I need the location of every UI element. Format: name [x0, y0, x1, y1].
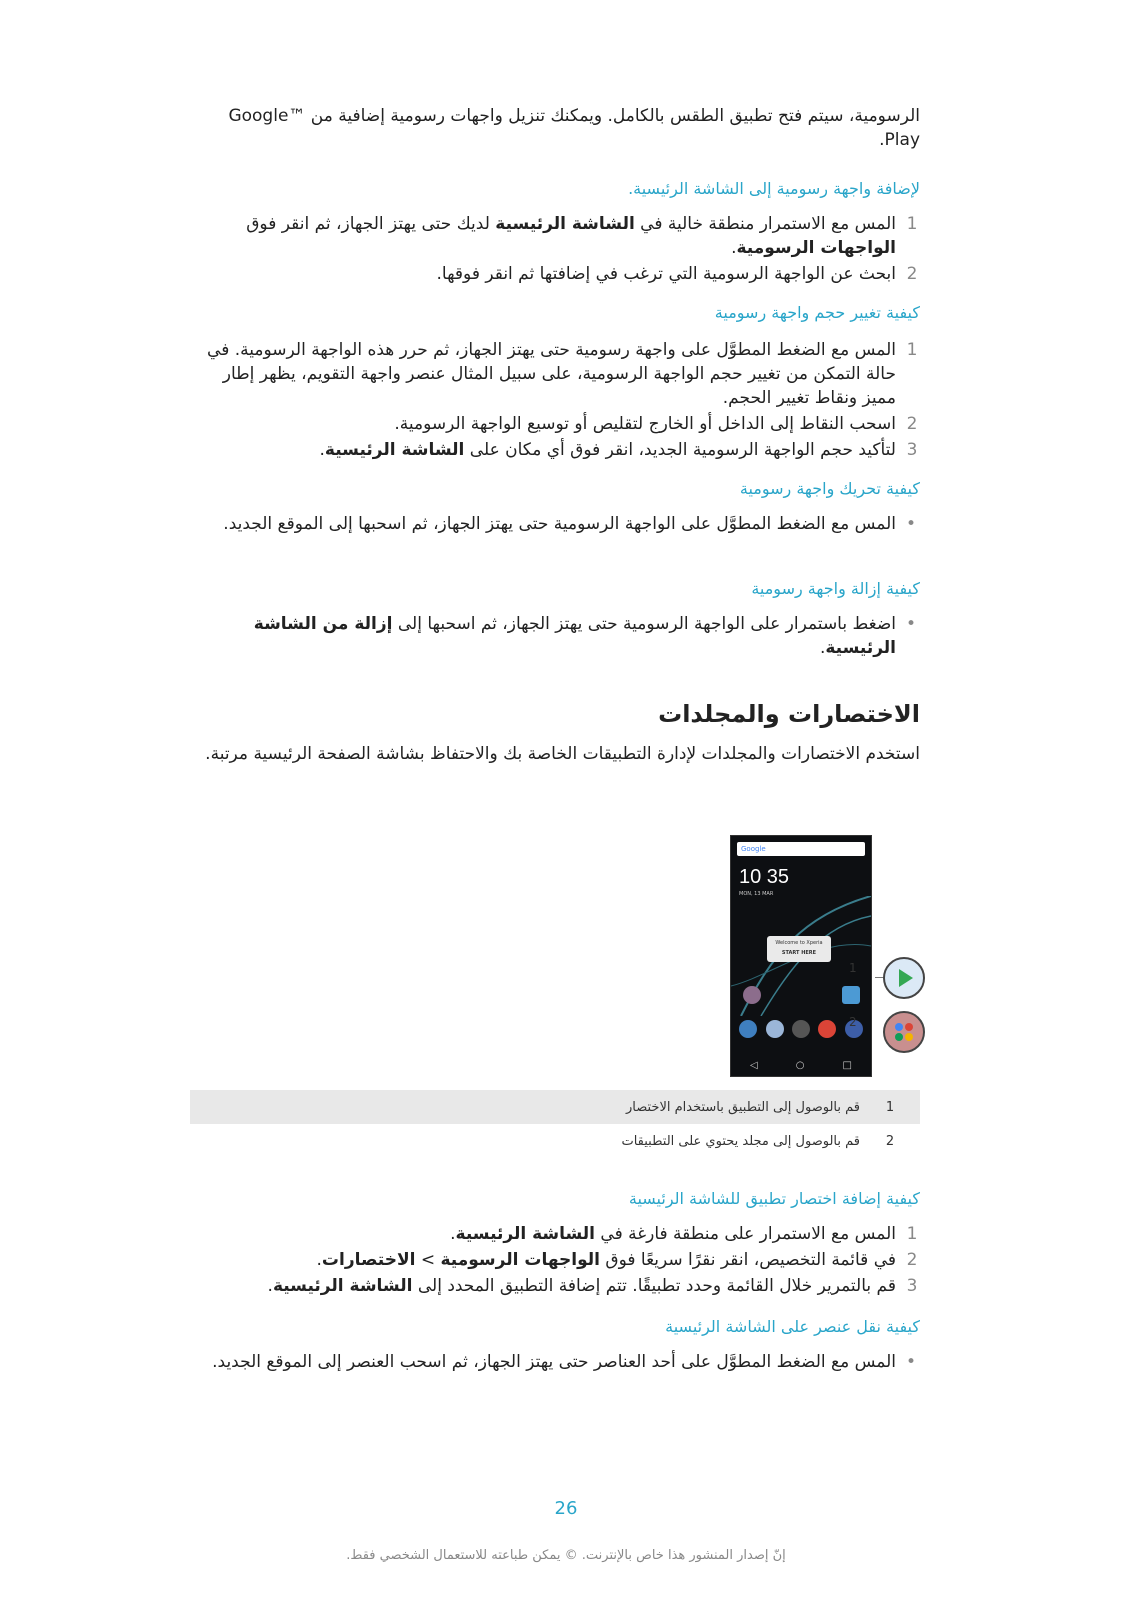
spacer [776, 986, 794, 1004]
back-icon[interactable]: ◁ [750, 1059, 758, 1071]
step-number: 3 [906, 440, 918, 460]
legend-row [190, 1124, 920, 1158]
footer-note: إنّ إصدار المنشور هذا خاص بالإنترنت. © يمكن طباعته للاستعمال الشخصي فقط. [346, 1548, 786, 1563]
steps-add-shortcut [190, 1222, 920, 1300]
welcome-line2: START HERE [781, 950, 817, 956]
heading-move-item: كيفية نقل عنصر على الشاشة الرئيسية [665, 1317, 920, 1336]
legend-number: 1 [885, 1099, 895, 1115]
bullet-text: . [819, 638, 826, 658]
step-text: . [319, 440, 325, 460]
legend-row [190, 1090, 920, 1124]
step-item [190, 438, 920, 462]
legend-text: قم بالوصول إلى التطبيق باستخدام الاختصار [625, 1099, 860, 1115]
step-number: 2 [906, 414, 918, 434]
step-number: 1 [906, 214, 918, 234]
heading-remove-widget: كيفية إزالة واجهة رسومية [751, 579, 920, 598]
nav-bar [731, 1054, 871, 1076]
ui-term-remove-from-home: إزالة من الشاشة الرئيسية [253, 614, 896, 658]
play-store-icon [885, 959, 923, 997]
step-item [190, 412, 920, 436]
step-number: 3 [906, 1276, 918, 1296]
bullet-item [190, 612, 920, 660]
step-text: لديك حتى يهتز الجهاز، ثم انقر فوق [246, 214, 496, 234]
recents-icon[interactable]: □ [842, 1059, 852, 1071]
step-text: > [415, 1250, 441, 1270]
step-item [190, 212, 920, 260]
intro-paragraph [190, 104, 920, 152]
google-search-bar: Google [737, 842, 865, 856]
step-number: 2 [906, 1250, 918, 1270]
ui-term-home-screen: الشاشة الرئيسية [455, 1224, 596, 1244]
shortcuts-body [190, 742, 920, 766]
bullets-move-item [190, 1350, 920, 1376]
section-title-shortcuts: الاختصارات والمجلدات [658, 700, 920, 728]
step-text: المس مع الاستمرار منطقة خالية في [634, 214, 896, 234]
ui-term-home-screen: الشاشة الرئيسية [272, 1276, 413, 1296]
callout-number-1: 1 [849, 961, 857, 975]
home-icon[interactable]: ○ [795, 1059, 805, 1071]
bullet-text: اضغط باستمرار على الواجهة الرسومية حتى يهتز الجهاز، ثم اسحبها إلى [392, 614, 896, 634]
apps-icon[interactable] [792, 1020, 810, 1038]
callout-play-store [883, 957, 925, 999]
bullet-dot: • [905, 1352, 916, 1372]
intro-line1: الرسومية، سيتم فتح تطبيق الطقس بالكامل. ويمكنك تنزيل واجهات رسومية إضافية من ™Google [228, 106, 920, 126]
bullet-dot: • [905, 614, 916, 634]
ui-term-widgets: الواجهات الرسومية [440, 1250, 600, 1270]
step-text: اسحب النقاط إلى الداخل أو الخارج لتقليص أو توسيع الواجهة الرسومية. [394, 414, 896, 434]
step-number: 1 [906, 340, 918, 360]
step-text: ابحث عن الواجهة الرسومية التي ترغب في إضافتها ثم انقر فوقها. [436, 264, 896, 284]
callout-number-2: 2 [849, 1015, 857, 1029]
bullets-move-widget [190, 512, 920, 538]
folder-icon[interactable] [743, 986, 761, 1004]
bullet-text: المس مع الضغط المطوَّل على أحد العناصر حتى يهتز الجهاز، ثم اسحب العنصر إلى الموقع الجديد. [212, 1352, 896, 1372]
bullet-item [190, 512, 920, 536]
heading-move-widget: كيفية تحريك واجهة رسومية [739, 479, 920, 498]
date-widget: MON, 13 MAR [739, 891, 774, 897]
shortcuts-body-text: استخدم الاختصارات والمجلدات لإدارة التطبيقات الخاصة بك والاحتفاظ بشاشة الصفحة الرئيسية مرتبة. [205, 744, 920, 764]
steps-resize-widget [190, 338, 920, 464]
step-text: . [267, 1276, 273, 1296]
dock-icons-row [735, 1020, 867, 1038]
figure-legend [190, 1090, 920, 1158]
chrome-icon[interactable] [818, 1020, 836, 1038]
google-folder-icon [885, 1013, 923, 1051]
step-text: لتأكيد حجم الواجهة الرسومية الجديد، انقر فوق أي مكان على [464, 440, 896, 460]
heading-add-widget: لإضافة واجهة رسومية إلى الشاشة الرئيسية. [628, 179, 920, 198]
ui-term-home-screen: الشاشة الرئيسية [495, 214, 635, 234]
step-item [190, 1248, 920, 1272]
steps-add-widget [190, 212, 920, 288]
heading-add-shortcut: كيفية إضافة اختصار تطبيق للشاشة الرئيسية [628, 1189, 920, 1208]
clock-widget: 10 35 [739, 866, 790, 888]
legend-text: قم بالوصول إلى مجلد يحتوي على التطبيقات [621, 1133, 860, 1149]
welcome-line1: Welcome to Xperia [775, 940, 823, 946]
step-text: . [731, 238, 737, 258]
messaging-icon[interactable] [766, 1020, 784, 1038]
bullet-dot: • [905, 514, 916, 534]
step-item [190, 1274, 920, 1298]
intro-line2: Play. [879, 130, 920, 150]
home-icons-row-1 [735, 986, 867, 1004]
page-number: 26 [554, 1498, 578, 1519]
phone-illustration [725, 835, 925, 1080]
callout-google-folder [883, 1011, 925, 1053]
step-text: المس مع الضغط المطوَّل على واجهة رسومية حتى يهتز الجهاز، ثم حرر هذه الواجهة الرسومية. في حالة التمكن من تغيير حجم الواجهة الرسومية، على سبيل المثال عنصر واجهة التقويم، يظهر إطار مميز ونقاط تغيير الحجم. [207, 340, 896, 408]
step-number: 2 [906, 264, 918, 284]
phone-screen [730, 835, 872, 1077]
phone-app-icon[interactable] [739, 1020, 757, 1038]
welcome-bubble [767, 936, 831, 962]
step-text: في قائمة التخصيص، انقر نقرًا سريعًا فوق [600, 1250, 896, 1270]
step-text: المس مع الاستمرار على منطقة فارغة في [595, 1224, 896, 1244]
bullet-text: المس مع الضغط المطوَّل على الواجهة الرسومية حتى يهتز الجهاز، ثم اسحبها إلى الموقع الجديد. [223, 514, 896, 534]
step-text: . [316, 1250, 322, 1270]
ui-term-shortcuts: الاختصارات [321, 1250, 416, 1270]
play-store-icon[interactable] [842, 986, 860, 1004]
bullet-item [190, 1350, 920, 1374]
ui-term-widgets: الواجهات الرسومية [736, 238, 896, 258]
heading-resize-widget: كيفية تغيير حجم واجهة رسومية [714, 303, 920, 322]
step-text: . [450, 1224, 456, 1244]
step-item [190, 262, 920, 286]
bullets-remove-widget [190, 612, 920, 662]
legend-number: 2 [885, 1133, 895, 1149]
ui-term-home-screen: الشاشة الرئيسية [324, 440, 465, 460]
step-item [190, 338, 920, 410]
step-item [190, 1222, 920, 1246]
spacer [809, 986, 827, 1004]
step-text: قم بالتمرير خلال القائمة وحدد تطبيقًا. تتم إضافة التطبيق المحدد إلى [412, 1276, 896, 1296]
step-number: 1 [906, 1224, 918, 1244]
